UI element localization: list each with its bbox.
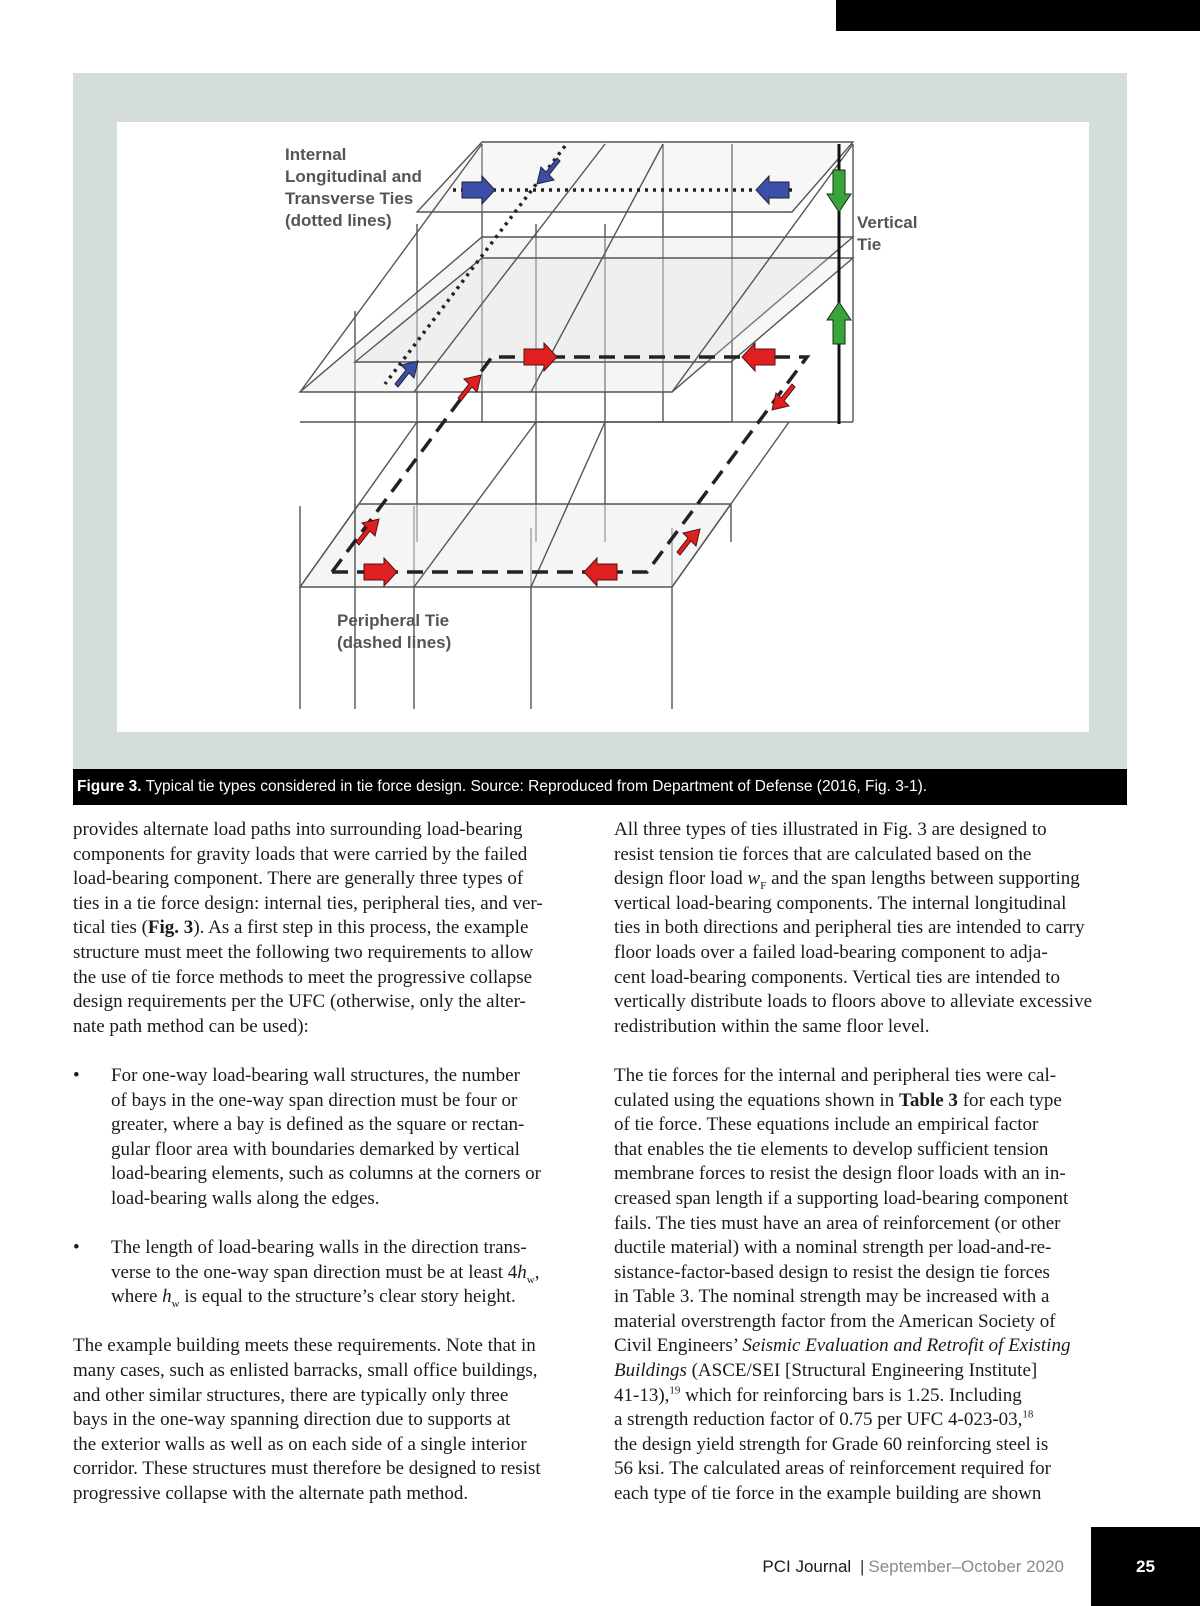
caption-label: Figure 3. [77, 778, 142, 795]
figure-caption [73, 769, 1127, 805]
paragraph-left-2: The example building meets these requirements. Note that in many cases, such as enlisted barracks, small office buildings, and other similar structures, there are typically only three bays in the one-way spanning direction due to supports at the exterior walls as well as on each side of a single interior corridor. These structures must therefore be designed to resist progressive collapse with the alternate path method. [73, 1335, 541, 1505]
label-vertical-tie: Vertical Tie [857, 213, 918, 254]
label-internal-ties: Internal Longitudinal and Transverse Ties (dotted lines) [285, 145, 422, 230]
paragraph-left-1: provides alternate load paths into surrounding load-bearing components for gravity loads that were carried by the failed load-bearing component. There are generally three types of ties in a tie force design: internal ties, peripheral ties, and ver- tical ties (Fig. 3). As a first step in this process, the example structure must meet the following two requirements to allow the use of tie force methods to meet the progressive collapse design requirements per the UFC (otherwise, only the alter- nate path method can be used): [73, 819, 543, 1037]
issue-date: September–October 2020 [868, 1557, 1064, 1576]
paragraph-right-1: All three types of ties illustrated in Fig. 3 are designed to resist tension tie forces that are calculated based on the design floor load $w_F$ and the span lengths between supporting vertical load-bearing components. The internal longitudinal ties in both directions and peripheral ties are intended to carry floor loads over a failed load-bearing component to adja- cent load-bearing components. Vertical ties are intended to vertically distribute loads to floors above to alleviate excessive redistribution within the same floor level. [614, 819, 1093, 1037]
figure-3-diagram [117, 122, 1089, 732]
left-column [73, 818, 583, 1507]
footer-separator: | [859, 1557, 865, 1576]
table-reference: Table 3 [898, 1089, 958, 1111]
bullet-dot: • [73, 1064, 80, 1086]
caption-text: Typical tie types considered in tie force design. Source: Reproduced from Department of Defense (2016, Fig. 3-1). [141, 778, 928, 795]
top-black-bar [836, 0, 1200, 31]
paragraph-right-2: The tie forces for the internal and peripheral ties were cal- culated using the equations shown in Table 3 for each type of tie force. These equations include an empirical factor that enables the tie elements to develop sufficient tension membrane forces to resist the design floor loads with an in- creased span length if a supporting load-bearing component fails. The ties must have an area of reinforcement (or other ductile material) with a nominal strength per load-and-re- sistance-factor-based design to resist the design tie forces in Table 3. The nominal strength may be increased with a material overstrength factor from the American Society of Civil Engineers’ Seismic Evaluation and Retrofit of Existing Buildings (ASCE/SEI [Structural Engineering Institute] 41-13),$^{19}$ which for reinforcing bars is 1.25. Including a strength reduction factor of 0.75 per UFC 4-023-03,18 the design yield strength for Grade 60 reinforcing steel is 56 ksi. The calculated areas of reinforcement required for each type of tie force in the example building are shown [614, 1064, 1071, 1505]
bullet-item-1: • For one-way load-bearing wall structures, the number of bays in the one-way span direction must be four or greater, where a bay is defined as the square or rectan- gular floor area with boundaries demarked by vertical load-bearing elements, such as columns at the corners or load-bearing walls along the edges. [73, 1064, 541, 1209]
journal-name: PCI Journal [762, 1557, 852, 1576]
bullet-item-2: • The length of load-bearing walls in the direction trans- verse to the one-way span direction must be at least $4h_w$, where $h_w$ is equal to the structure’s clear story height. [73, 1237, 540, 1311]
tie-diagram-svg [117, 122, 1089, 732]
page-number: 25 [1091, 1527, 1200, 1606]
footer-journal [762, 1557, 1064, 1577]
bullet-dot: • [73, 1237, 80, 1259]
fig-reference: Fig. 3 [147, 917, 194, 939]
right-column [614, 818, 1128, 1507]
label-peripheral-tie: Peripheral Tie (dashed lines) [337, 611, 452, 652]
